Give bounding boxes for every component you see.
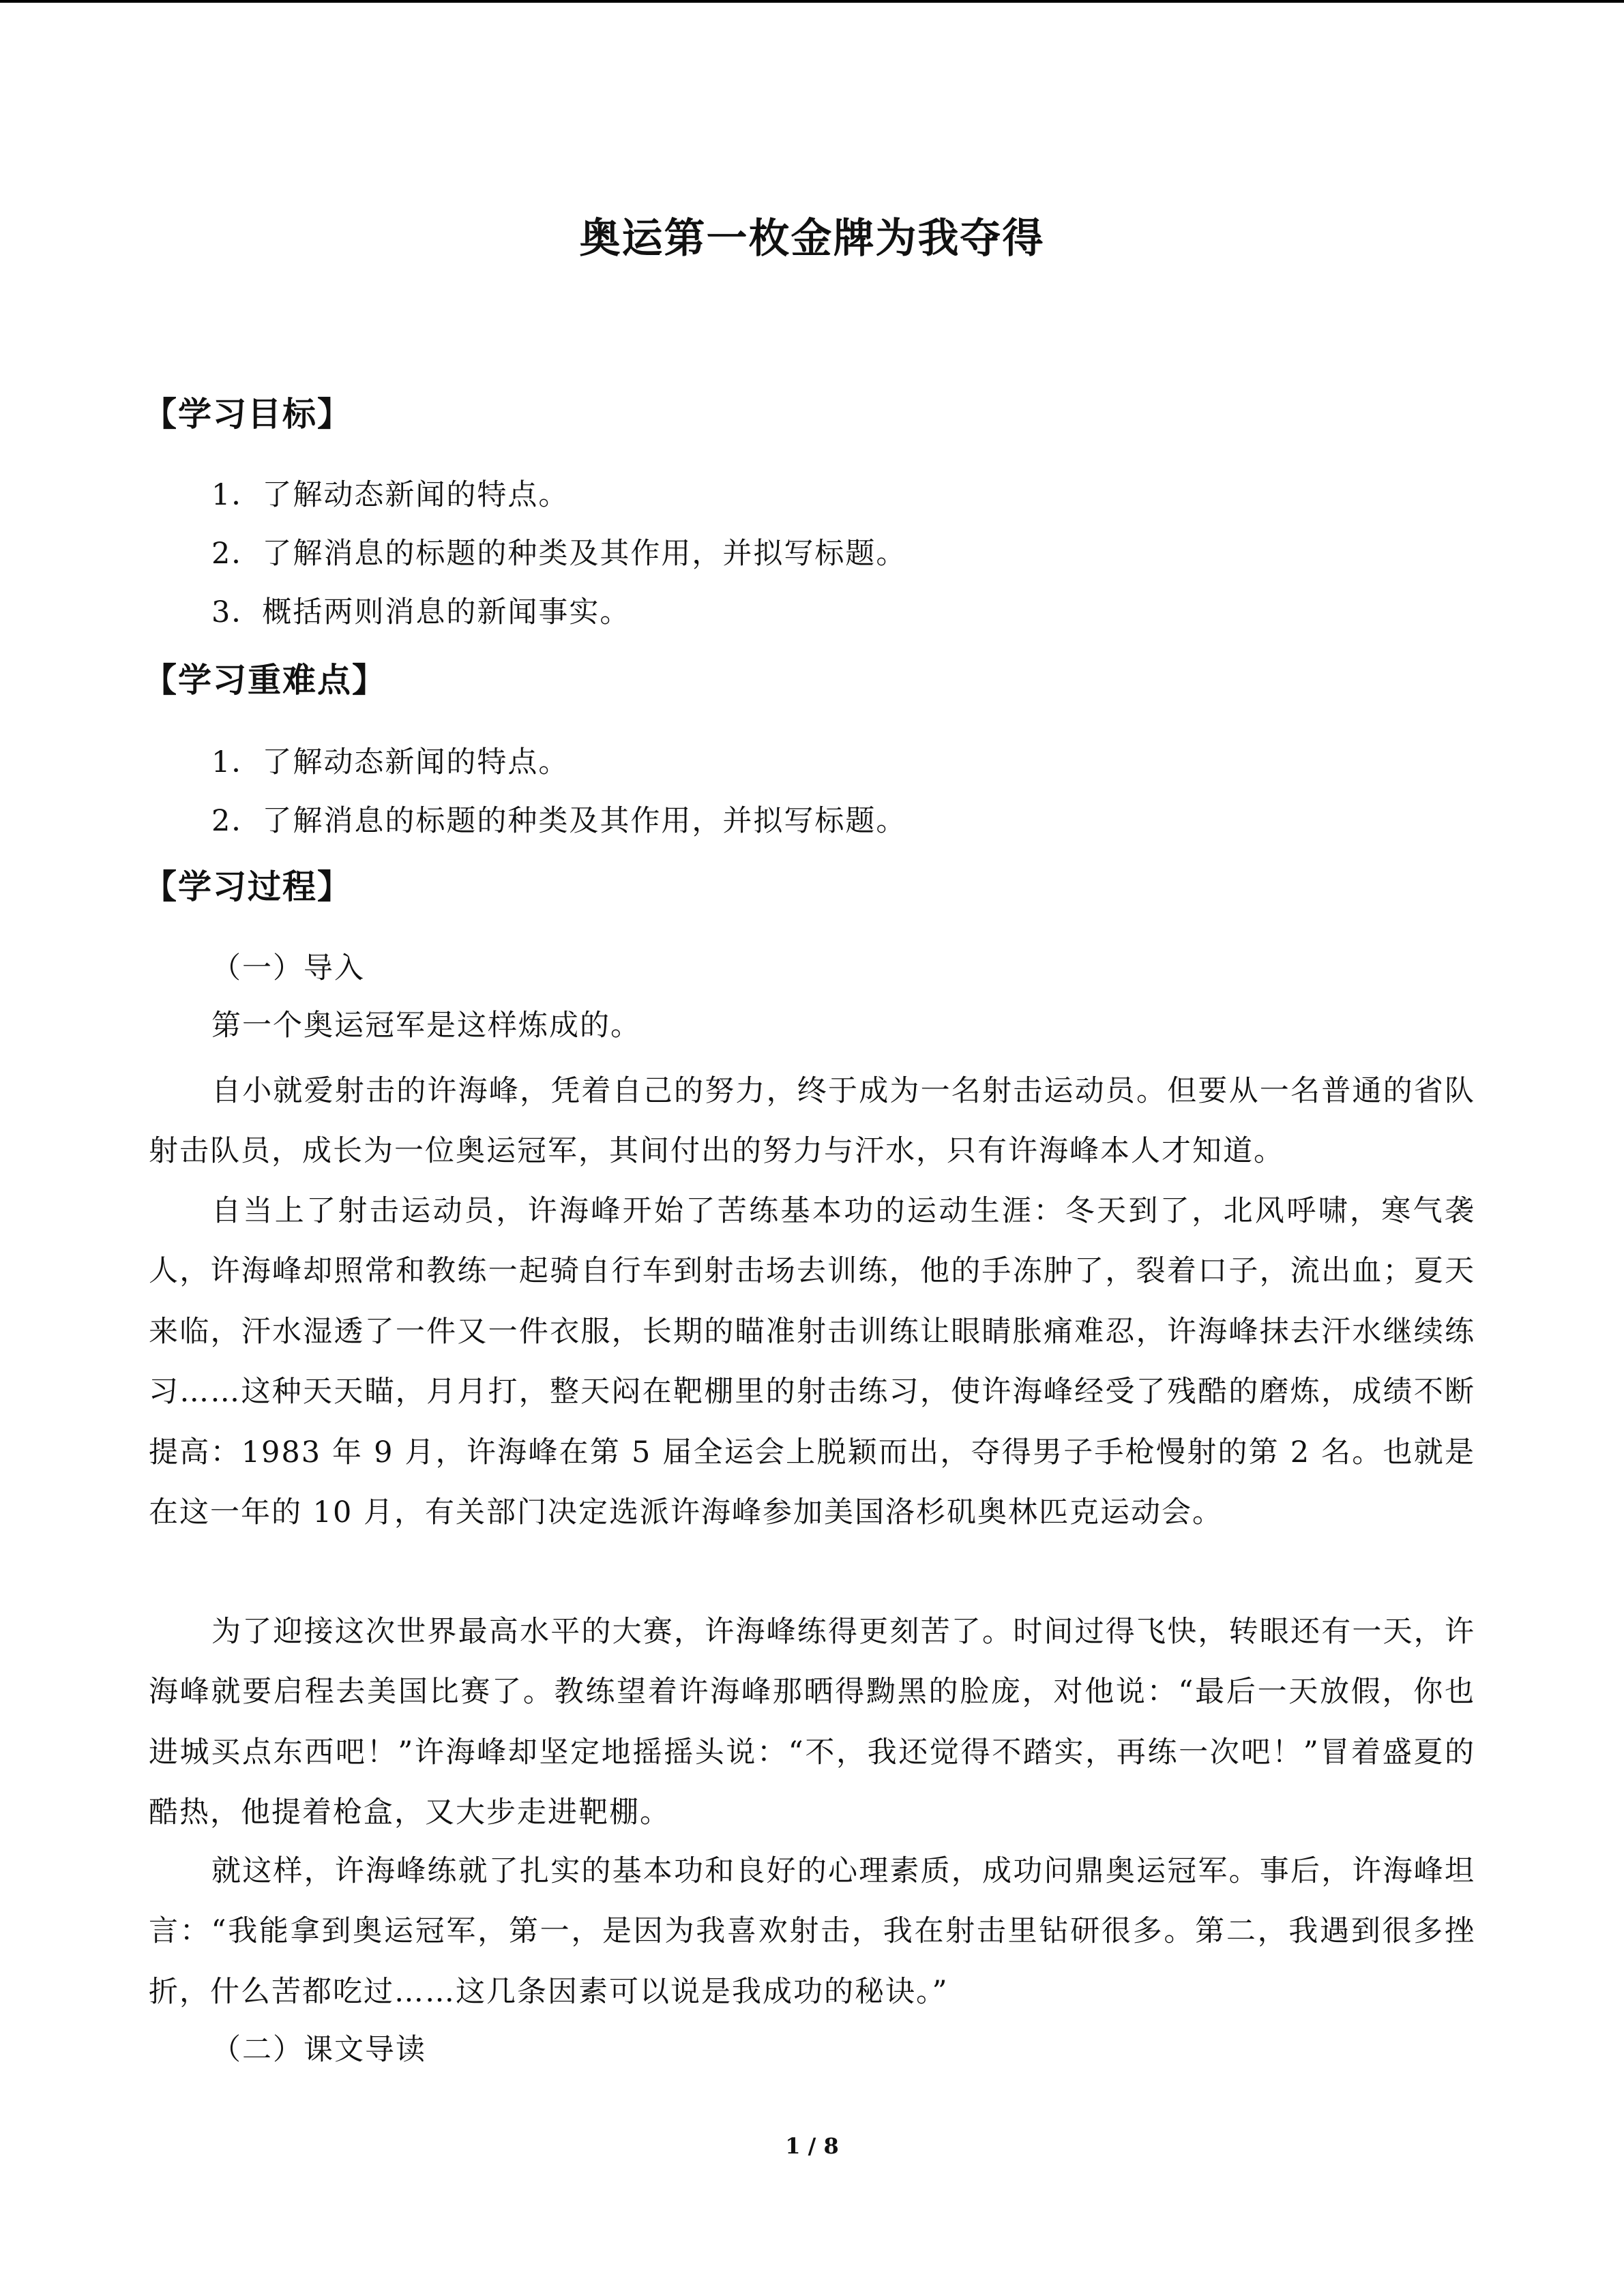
intro-paragraph-1: 第一个奥运冠军是这样炼成的。 bbox=[211, 1009, 641, 1043]
intro-paragraph-2: 自小就爱射击的许海峰，凭着自己的努力，终于成为一名射击运动员。但要从一名普通的省队射击队员，成长为一位奥运冠军，其间付出的努力与汗水，只有许海峰本人才知道。 bbox=[149, 1074, 1475, 1169]
intro-paragraph-3: 自当上了射击运动员，许海峰开始了苦练基本功的运动生涯：冬天到了，北风呼啸，寒气袭人，许海峰却照常和教练一起骑自行车到射击场去训练，他的手冻肿了，裂着口子，流出血；夏天来临，汗水湿透了一件又一件衣服，长期的瞄准射击训练让眼睛胀痛难忍，许海峰抹去汗水继续练习……这种天天瞄，月月打，整天闷在靶棚里的射击练习，使许海峰经受了残酷的磨炼，成绩不断提高：1983 年 9 月，许海峰在第 5 届全运会上脱颖而出，夺得男子手枪慢射的第 2 名。也就是在这一年的 10 月，有关部门决定选派许海峰参加美国洛杉矶奥林匹克运动会。 bbox=[149, 1194, 1475, 1530]
top-border-line bbox=[0, 0, 1624, 3]
intro-paragraph-4: 为了迎接这次世界最高水平的大赛，许海峰练得更刻苦了。时间过得飞快，转眼还有一天，许海峰就要启程去美国比赛了。教练望着许海峰那晒得黝黑的脸庞，对他说：“最后一天放假，你也进城买点东西吧！”许海峰却坚定地摇摇头说：“不，我还觉得不踏实，再练一次吧！”冒着盛夏的酷热，他提着枪盒，又大步走进靶棚。 bbox=[149, 1615, 1475, 1830]
intro-paragraph-5: 就这样，许海峰练就了扎实的基本功和良好的心理素质，成功问鼎奥运冠军。事后，许海峰坦言：“我能拿到奥运冠军，第一，是因为我喜欢射击，我在射击里钻研很多。第二，我遇到很多挫折，什么苦都吃过……这几条因素可以说是我成功的秘诀。” bbox=[149, 1854, 1475, 2009]
process-heading: 【学习过程】 bbox=[143, 867, 353, 906]
reading-label: （二）课文导读 bbox=[211, 2033, 426, 2067]
objective-item-2: 2．了解消息的标题的种类及其作用，并拟写标题。 bbox=[211, 537, 907, 571]
key-point-item-1: 1．了解动态新闻的特点。 bbox=[211, 745, 570, 779]
objectives-heading: 【学习目标】 bbox=[143, 394, 353, 434]
page-number: 1 / 8 bbox=[785, 2133, 839, 2159]
intro-label: （一）导入 bbox=[211, 951, 365, 985]
key-point-item-2: 2．了解消息的标题的种类及其作用，并拟写标题。 bbox=[211, 804, 907, 838]
objective-item-1: 1．了解动态新闻的特点。 bbox=[211, 478, 570, 512]
key-points-heading: 【学习重难点】 bbox=[143, 660, 387, 700]
document-title: 奥运第一枚金牌为我夺得 bbox=[579, 215, 1045, 263]
objective-item-3: 3．概括两则消息的新闻事实。 bbox=[211, 595, 631, 629]
